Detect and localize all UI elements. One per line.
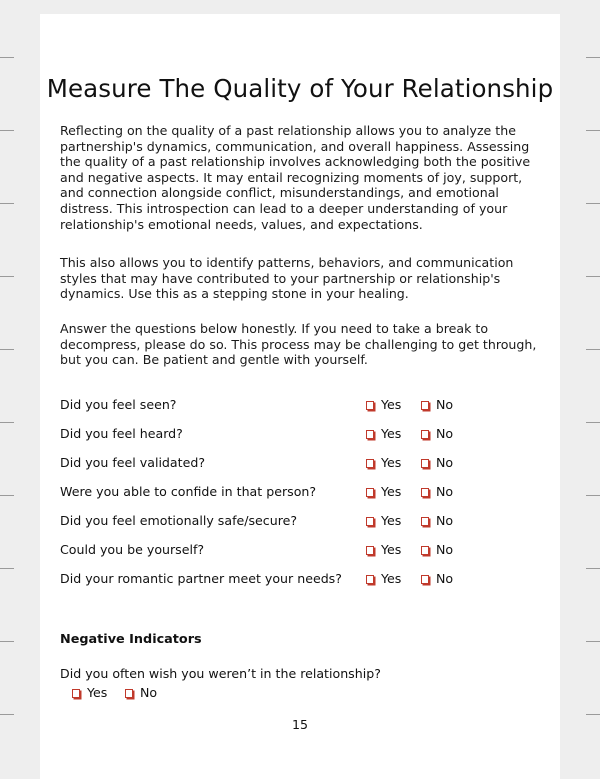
margin-tick xyxy=(586,57,600,58)
checkbox-icon xyxy=(72,689,80,698)
margin-tick xyxy=(586,349,600,350)
checkbox-icon xyxy=(366,401,374,410)
yes-label: Yes xyxy=(381,513,402,528)
question-row xyxy=(60,454,530,472)
yes-label: Yes xyxy=(381,484,402,499)
no-checkbox[interactable] xyxy=(421,425,453,443)
question-row xyxy=(60,425,530,443)
yes-label: Yes xyxy=(87,685,108,700)
no-label: No xyxy=(436,513,454,528)
no-checkbox[interactable] xyxy=(421,570,453,588)
margin-tick xyxy=(0,568,14,569)
yes-label: Yes xyxy=(381,426,402,441)
yes-checkbox[interactable] xyxy=(366,512,401,530)
margin-tick xyxy=(586,568,600,569)
question-text: Did you feel heard? xyxy=(60,426,183,441)
no-checkbox[interactable] xyxy=(421,541,453,559)
margin-tick xyxy=(586,495,600,496)
negative-question-text: Did you often wish you weren’t in the relationship? xyxy=(60,666,381,681)
yes-checkbox[interactable] xyxy=(366,541,401,559)
yes-label: Yes xyxy=(381,542,402,557)
checkbox-icon xyxy=(421,546,429,555)
checkbox-icon xyxy=(366,488,374,497)
margin-tick xyxy=(0,714,14,715)
question-text: Did you feel seen? xyxy=(60,397,177,412)
question-row xyxy=(60,396,530,414)
no-label: No xyxy=(436,426,454,441)
margin-tick xyxy=(586,130,600,131)
no-label: No xyxy=(436,542,454,557)
no-label: No xyxy=(436,455,454,470)
no-label: No xyxy=(436,484,454,499)
page-title: Measure The Quality of Your Relationship xyxy=(46,74,554,104)
yes-checkbox[interactable] xyxy=(366,570,401,588)
margin-tick xyxy=(586,276,600,277)
no-label: No xyxy=(436,397,454,412)
checkbox-icon xyxy=(366,517,374,526)
yes-checkbox[interactable] xyxy=(366,483,401,501)
checkbox-icon xyxy=(421,401,429,410)
no-label: No xyxy=(140,685,158,700)
no-checkbox[interactable] xyxy=(421,483,453,501)
question-row xyxy=(60,541,530,559)
margin-tick xyxy=(586,714,600,715)
yes-label: Yes xyxy=(381,397,402,412)
checkbox-icon xyxy=(366,430,374,439)
negative-indicators-heading: Negative Indicators xyxy=(60,632,202,647)
worksheet-page xyxy=(40,14,560,779)
checkbox-icon xyxy=(366,546,374,555)
yes-checkbox[interactable] xyxy=(366,396,401,414)
yes-checkbox[interactable] xyxy=(366,454,401,472)
margin-tick xyxy=(0,130,14,131)
checkbox-icon xyxy=(421,575,429,584)
checkbox-icon xyxy=(421,517,429,526)
question-text: Did you feel emotionally safe/secure? xyxy=(60,513,298,528)
question-row xyxy=(60,570,530,588)
question-text: Did you feel validated? xyxy=(60,455,206,470)
checkbox-icon xyxy=(366,459,374,468)
question-row xyxy=(60,512,530,530)
intro-paragraph: Reflecting on the quality of a past relationship allows you to analyze the partnership's dynamics, communication, and overall happiness. Assessing the quality of a past relationship involves acknowledging both the positive and negative aspects. It may entail recognizing moments of joy, support, and connection alongside conflict, misunderstandings, and emotional distress. This introspection can lead to a deeper understanding of your relationship's emotional needs, values, and expectations. xyxy=(60,123,531,232)
checkbox-icon xyxy=(125,689,133,698)
checkbox-icon xyxy=(366,575,374,584)
margin-tick xyxy=(0,203,14,204)
question-text: Were you able to confide in that person? xyxy=(60,484,317,499)
yes-checkbox[interactable] xyxy=(72,684,107,702)
patterns-paragraph: This also allows you to identify patterns, behaviors, and communication styles that may have contributed to your partnership or relationship's dynamics. Use this as a stepping stone in your healing. xyxy=(60,255,514,302)
margin-tick xyxy=(586,422,600,423)
margin-tick xyxy=(0,276,14,277)
margin-tick xyxy=(586,641,600,642)
yes-label: Yes xyxy=(381,455,402,470)
checkbox-icon xyxy=(421,488,429,497)
margin-tick xyxy=(0,349,14,350)
margin-tick xyxy=(0,422,14,423)
checkbox-icon xyxy=(421,459,429,468)
yes-checkbox[interactable] xyxy=(366,425,401,443)
no-checkbox[interactable] xyxy=(421,454,453,472)
instructions-paragraph: Answer the questions below honestly. If you need to take a break to decompress, please do so. This process may be challenging to get through, but you can. Be patient and gentle with yourself. xyxy=(60,321,537,368)
no-checkbox[interactable] xyxy=(421,396,453,414)
no-label: No xyxy=(436,571,454,586)
page-number: 15 xyxy=(291,717,309,732)
margin-tick xyxy=(0,495,14,496)
question-text: Could you be yourself? xyxy=(60,542,205,557)
checkbox-icon xyxy=(421,430,429,439)
question-text: Did your romantic partner meet your needs? xyxy=(60,571,342,586)
yes-label: Yes xyxy=(381,571,402,586)
no-checkbox[interactable] xyxy=(421,512,453,530)
margin-tick xyxy=(0,57,14,58)
question-row xyxy=(60,483,530,501)
margin-tick xyxy=(586,203,600,204)
margin-tick xyxy=(0,641,14,642)
no-checkbox[interactable] xyxy=(125,684,157,702)
